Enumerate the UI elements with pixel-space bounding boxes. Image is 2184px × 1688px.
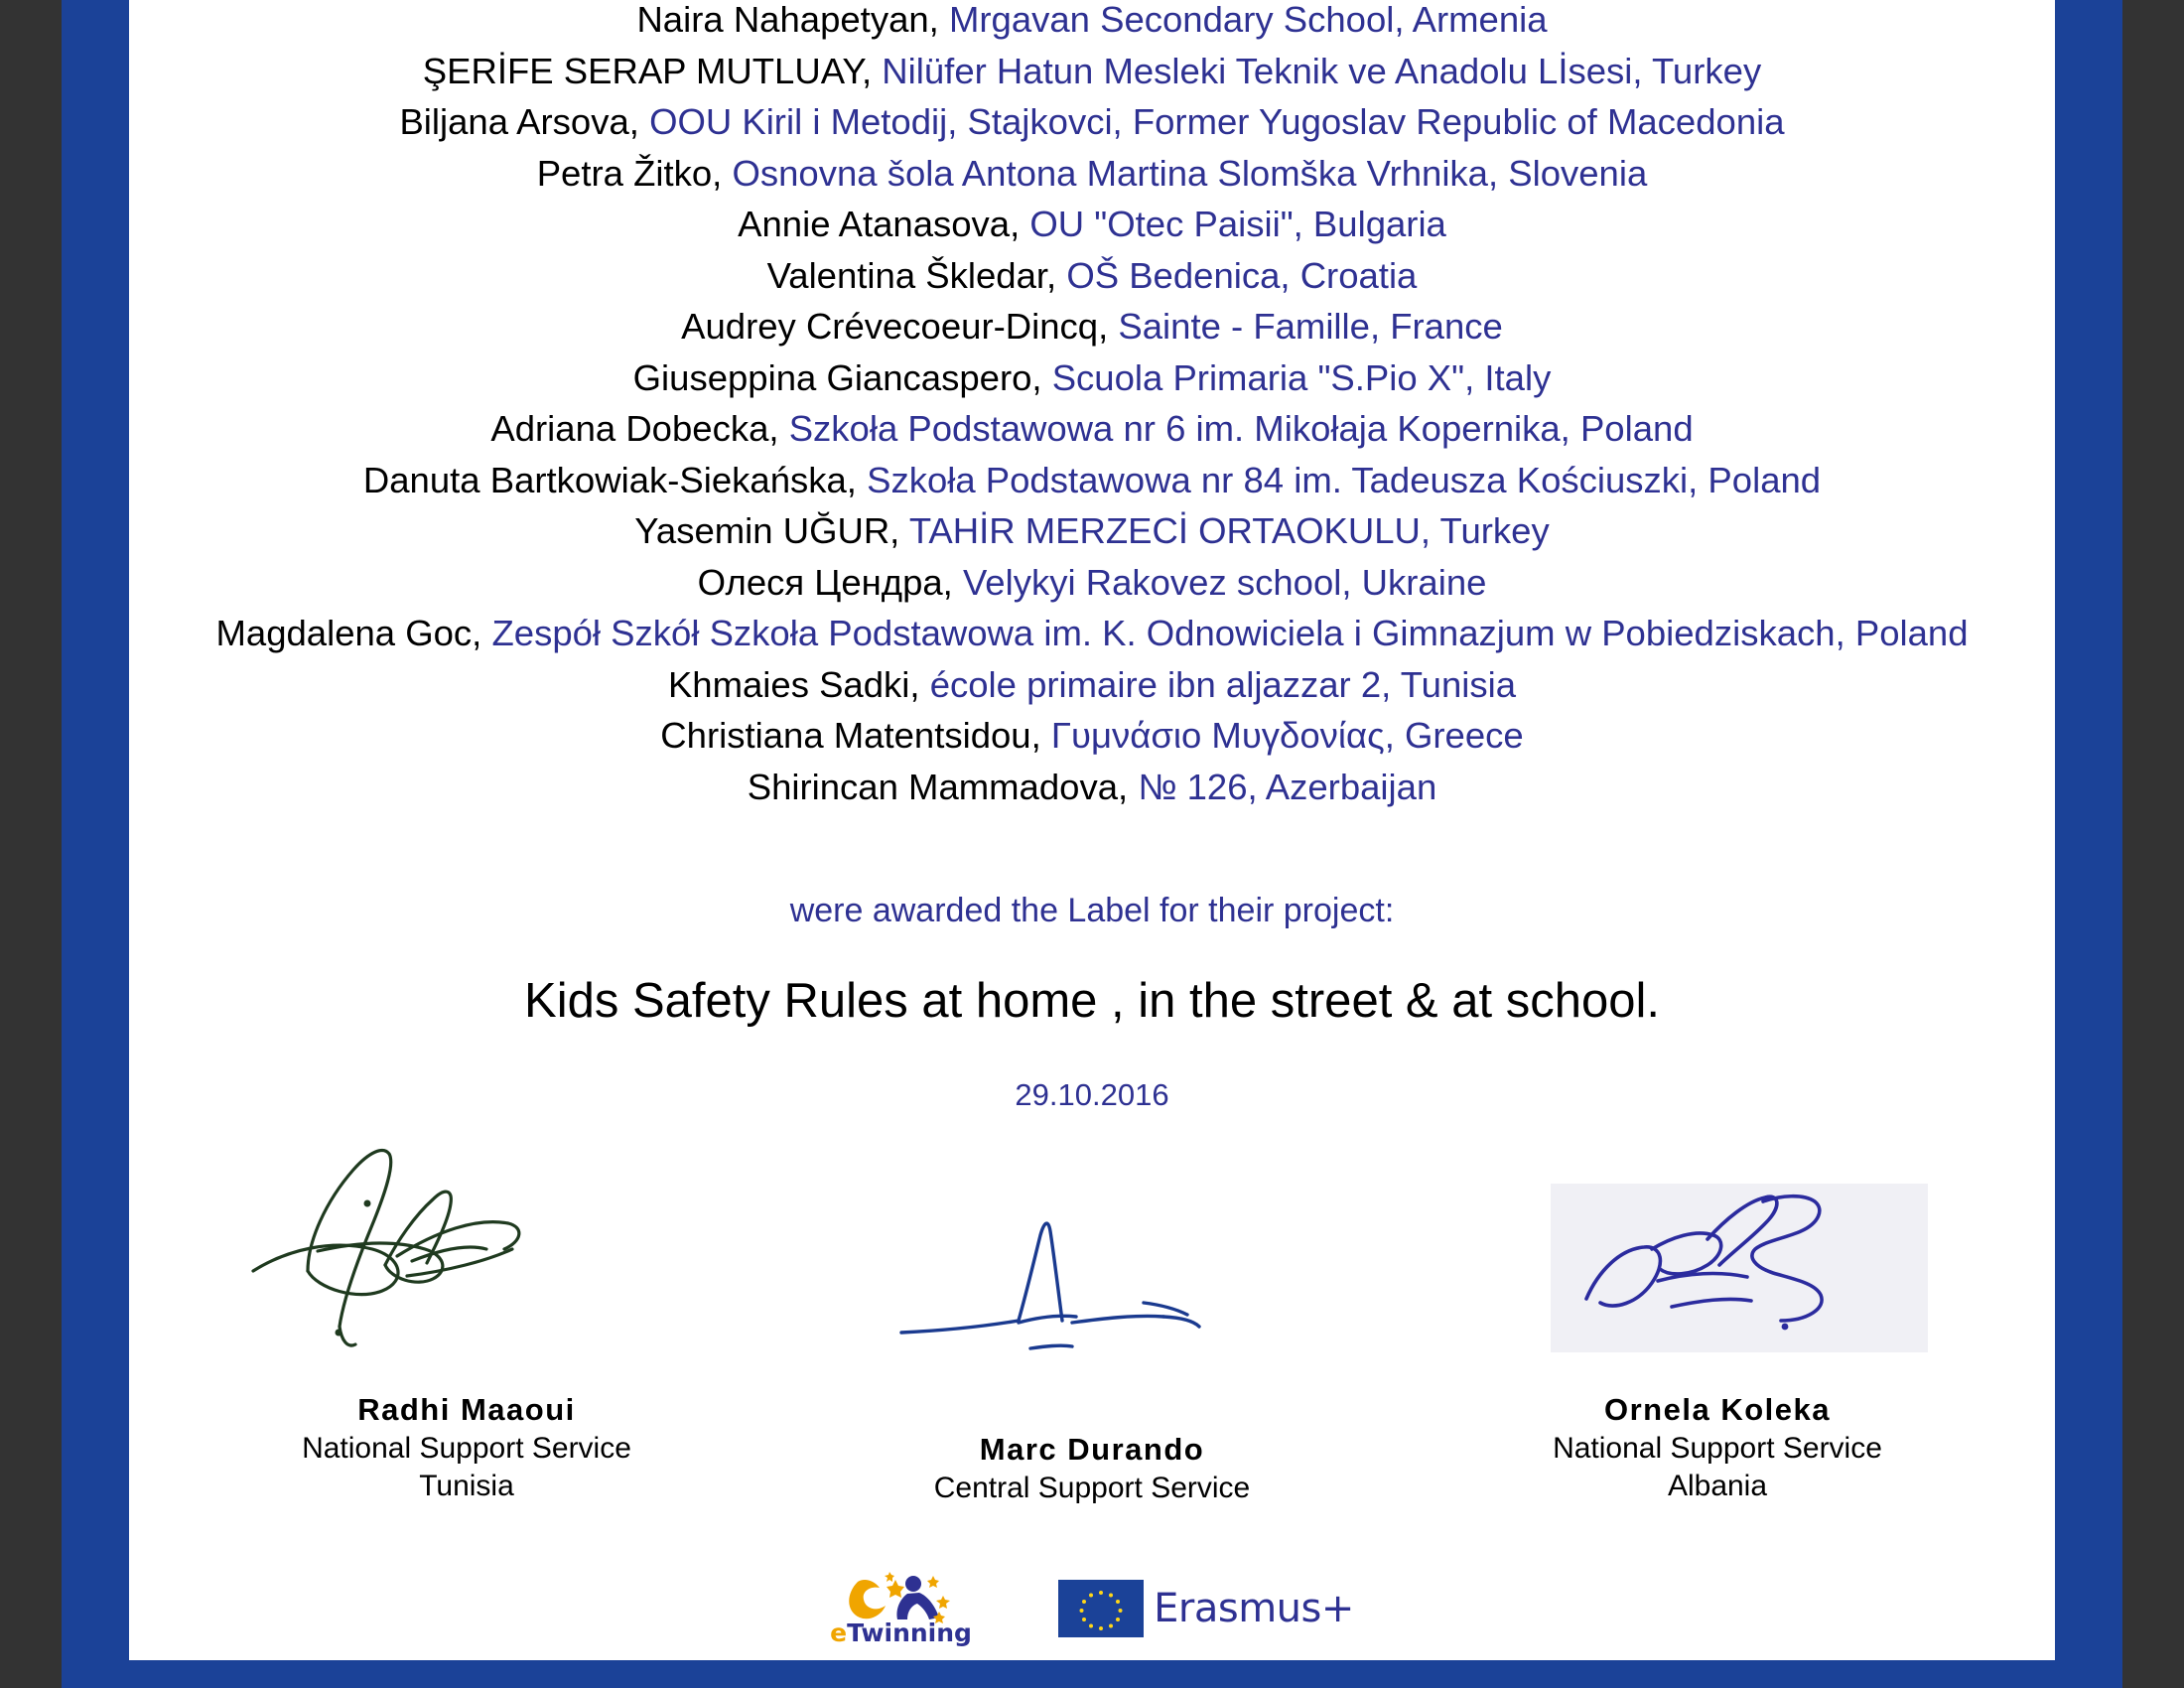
signature-row [129,1132,2055,1549]
recipient-school: TAHİR MERZECİ ORTAOKULU, Turkey [908,510,1550,551]
signature-block-tunisia [159,1132,774,1505]
logo-row [129,1564,2055,1653]
certificate-body [129,0,2055,1660]
recipient-name: Valentina Škledar, [766,254,1057,296]
recipient-school: Mrgavan Secondary School, Armenia [948,0,1548,40]
erasmus-wordmark: Erasmus+ [1154,1586,1354,1631]
recipient-name: Khmaies Sadki, [667,663,920,705]
recipient-row [129,199,2055,250]
recipient-row [129,659,2055,711]
signature-block-central [784,1172,1400,1507]
recipient-school: Scuola Primaria "S.Pio X", Italy [1051,356,1552,398]
recipient-row [129,403,2055,455]
recipient-row [129,250,2055,302]
recipient-school: OOU Kiril i Metodij, Stajkovci, Former Yugoslav Republic of Macedonia [649,101,1785,142]
recipient-name: Biljana Arsova, [399,101,639,142]
recipient-school: Γυμνάσιο Μυγδονίας, Greece [1050,715,1524,756]
signatory-name: Radhi Maaoui [357,1392,576,1427]
recipient-row [129,710,2055,762]
recipient-school: Szkoła Podstawowa nr 84 im. Tadeusza Kościuszki, Poland [867,459,1822,500]
recipient-school: Velykyi Rakovez school, Ukraine [962,561,1487,603]
recipient-name: Олеся Цендра, [697,561,953,603]
signature-image-marc-durando [784,1172,1400,1430]
signatory-role: Central Support Service [933,1472,1251,1504]
recipient-name: Annie Atanasova, [738,204,1021,244]
recipient-name: ŞERİFE SERAP MUTLUAY, [422,50,873,91]
certificate-bottom-border [62,1680,2122,1688]
recipient-name: Giuseppina Giancaspero, [632,356,1042,398]
signature-block-albania [1410,1132,2025,1505]
recipient-row [129,505,2055,557]
recipient-row [129,301,2055,352]
recipient-school: Szkoła Podstawowa nr 6 im. Mikołaja Kopernika, Poland [788,408,1694,449]
erasmus-logo [1058,1580,1354,1637]
signatory-role: National Support Service [302,1432,631,1465]
recipient-name: Petra Žitko, [536,152,723,194]
recipient-name: Adriana Dobecka, [490,408,779,449]
signature-image-radhi-maaoui [159,1132,774,1390]
recipient-school: Osnovna šola Antona Martina Slomška Vrhnika, Slovenia [732,152,1648,194]
eu-flag-icon [1058,1580,1144,1637]
recipient-row [129,557,2055,609]
signatory-country: Tunisia [419,1470,514,1502]
recipient-row [129,46,2055,97]
recipient-school: OŠ Bedenica, Croatia [1066,254,1418,296]
etwinning-e: e [830,1618,848,1647]
recipient-school: Zespół Szkół Szkoła Podstawowa im. K. Odnowiciela i Gimnazjum w Pobiedziskach, Poland [491,613,1969,653]
recipient-row [129,608,2055,659]
etwinning-wordmark [830,1618,972,1647]
award-date: 29.10.2016 [1015,1077,1169,1112]
certificate-border [62,0,2122,1680]
recipient-list [129,0,2055,812]
etwinning-rest: Twinning [847,1618,972,1647]
recipient-school: Nilüfer Hatun Mesleki Teknik ve Anadolu Lİsesi, Turkey [882,50,1762,91]
recipient-school: OU "Otec Paisii", Bulgaria [1029,204,1446,244]
recipient-row [129,0,2055,46]
recipient-name: Shirincan Mammadova, [747,766,1129,807]
recipient-name: Yasemin UĞUR, [634,510,900,551]
recipient-row [129,455,2055,506]
recipient-row [129,762,2055,813]
etwinning-logo [830,1568,972,1649]
signatory-name: Marc Durando [979,1432,1205,1467]
signatory-name: Ornela Koleka [1604,1392,1831,1427]
recipient-name: Christiana Matentsidou, [660,715,1041,756]
recipient-name: Naira Nahapetyan, [636,0,939,40]
award-statement: were awarded the Label for their project: [789,892,1395,929]
recipient-name: Magdalena Goc, [215,613,482,653]
signatory-role: National Support Service [1553,1432,1882,1465]
recipient-school: Sainte - Famille, France [1118,306,1503,347]
recipient-school: № 126, Azerbaijan [1138,766,1437,807]
recipient-name: Danuta Bartkowiak-Siekańska, [362,459,857,500]
recipient-row [129,96,2055,148]
recipient-row [129,148,2055,200]
recipient-school: école primaire ibn aljazzar 2, Tunisia [929,663,1517,705]
recipient-name: Audrey Crévecoeur-Dincq, [681,306,1109,347]
recipient-row [129,352,2055,404]
signature-image-ornela-koleka [1410,1132,2025,1390]
project-title: Kids Safety Rules at home , in the street & at school. [524,974,1660,1028]
signatory-country: Albania [1667,1470,1768,1502]
